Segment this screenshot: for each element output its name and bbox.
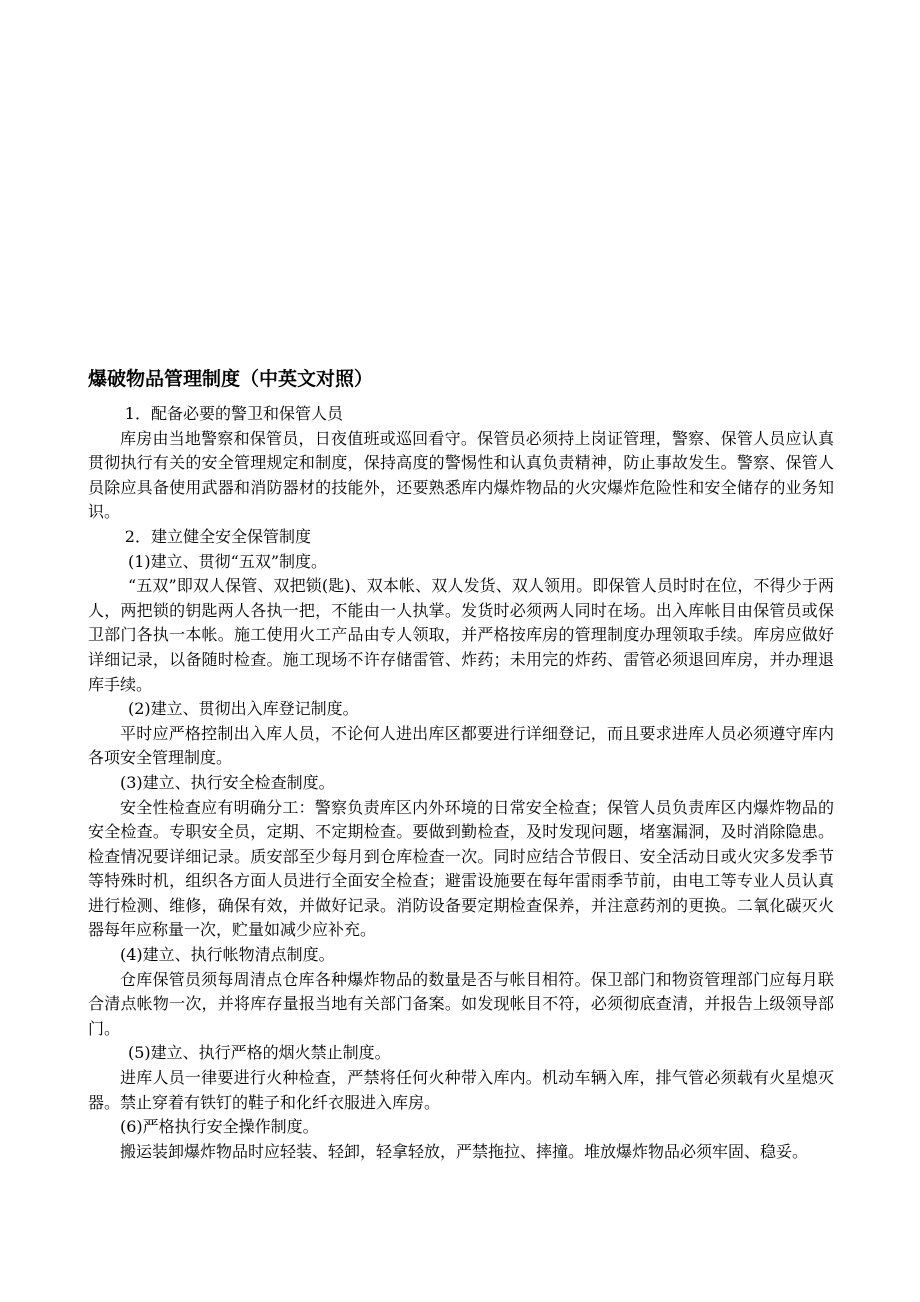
subsection-heading: (6)严格执行安全操作制度。: [120, 1117, 319, 1137]
subsection-heading: (2)建立、贯彻出入库登记制度。: [128, 699, 359, 719]
paragraph: “五双”即双人保管、双把锁(匙)、双本帐、双人发货、双人领用。即保管人员时时在位，不得少于两人，两把锁的钥匙两人各执一把，不能由一人执掌。发货时必须两人同时在场。出入库帐目由保管员或保卫部门各执一本帐。施工使用火工产品由专人领取，并严格按库房的管理制度办理领取手续。库房应做好详细记录，以备随时检查。施工现场不许存储雷管、炸药；未用完的炸药、雷管必须退回库房，并办理退库手续。: [88, 576, 834, 694]
document-body: [88, 402, 834, 1164]
subsection-heading: (5)建立、执行严格的烟火禁止制度。: [128, 1043, 391, 1063]
paragraph: 仓库保管员须每周清点仓库各种爆炸物品的数量是否与帐目相符。保卫部门和物资管理部门应每月联合清点帐物一次，并将库存量报当地有关部门备案。如发现帐目不符，必须彻底查清，并报告上级领导部门。: [88, 969, 834, 1038]
paragraph: 平时应严格控制出入库人员，不论何人进出库区都要进行详细登记，而且要求进库人员必须遵守库内各项安全管理制度。: [88, 723, 834, 768]
paragraph: 进库人员一律要进行火种检查，严禁将任何火种带入库内。机动车辆入库，排气管必须载有火星熄灭器。禁止穿着有铁钉的鞋子和化纤衣服进入库房。: [88, 1068, 834, 1112]
paragraph: 搬运装卸爆炸物品时应轻装、轻卸，轻拿轻放，严禁拖拉、摔撞。堆放爆炸物品必须牢固、稳妥。: [120, 1141, 809, 1161]
subsection-heading: (1)建立、贯彻“五双”制度。: [128, 551, 328, 571]
paragraph: 安全性检查应有明确分工：警察负责库区内外环境的日常安全检查；保管人员负责库区内爆炸物品的安全检查。专职安全员，定期、不定期检查。要做到勤检查，及时发现问题，堵塞漏洞，及时消除隐患。检查情况要详细记录。质安部至少每月到仓库检查一次。同时应结合节假日、安全活动日或火灾多发季节等特殊时机，组织各方面人员进行全面安全检查；避雷设施要在每年雷雨季节前，由电工等专业人员认真进行检测、维修，确保有效，并做好记录。消防设备要定期检查保养，并注意药剂的更换。二氧化碳灭火器每年应称量一次，贮量如减少应补充。: [88, 797, 834, 940]
section-heading: 1．配备必要的警卫和保管人员: [124, 404, 343, 423]
paragraph: 库房由当地警察和保管员，日夜值班或巡回看守。保管员必须持上岗证管理，警察、保管人员应认真贯彻执行有关的安全管理规定和制度，保持高度的警惕性和认真负责精神，防止事故发生。警察、保管人员除应具备使用武器和消防器材的技能外，还要熟悉库内爆炸物品的火灾爆炸危险性和安全储存的业务知识。: [88, 428, 834, 522]
section-heading: 2．建立健全安全保管制度: [124, 526, 311, 546]
subsection-heading: (4)建立、执行帐物清点制度。: [120, 945, 335, 965]
document-title: 爆破物品管理制度（中英文对照）: [88, 368, 374, 390]
subsection-heading: (3)建立、执行安全检查制度。: [120, 772, 335, 792]
